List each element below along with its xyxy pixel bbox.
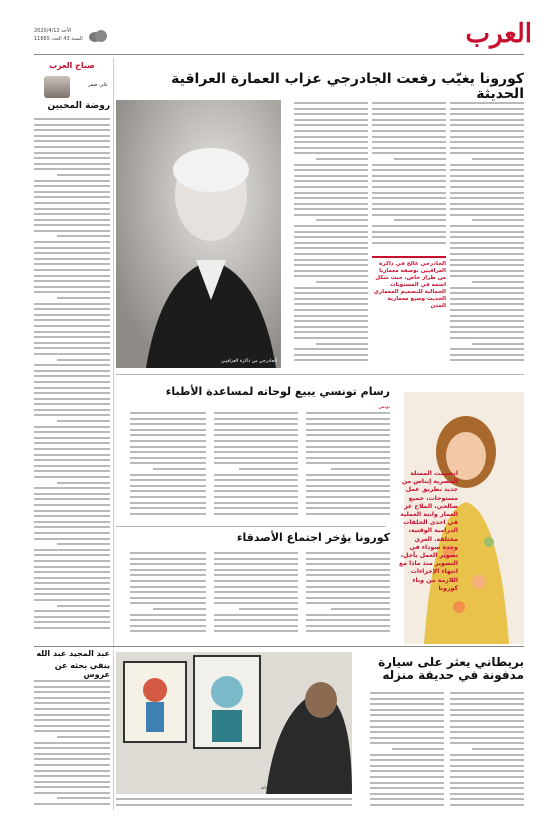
promo-text-overlay: ابتسمت الممثلة المصرية إيناس من جديد بطريق عمل مستوحات، جميع صالحي، الملاح عز العمار وابنة العملية في احدى الحلقات الدرامية الوقتية، مختلفة. العري وحدة سوداء في تصوير العمل بأجل، التصوير منذ ماذا مع انتهاء الإجراءات اللازمة من وباء كورونا [398, 470, 458, 592]
main-pullquote: الجادرجي عالج في ذاكرة العراقيين بوصفه معماريا من طراز خاص، حيث شكل اسمه في المستويات الجمالية للتصميم المعماري الحديث وصيغ معمارية المدن [372, 256, 446, 316]
bottom-text [116, 798, 352, 812]
story2-col-2 [214, 412, 298, 522]
story3-headline: كورونا يؤخر اجتماع الأصدقاء [236, 531, 390, 544]
story2-headline: رسام تونسي يبيع لوحاته لمساعدة الأطباء [165, 385, 390, 398]
author-avatar [44, 76, 70, 98]
story4-col-1 [450, 692, 524, 812]
main-photo [116, 100, 281, 368]
story2-kicker: تونس [378, 404, 390, 410]
paintings-caption: رسام تونسي يرسم أطباء ومرضى على لوحاته [260, 786, 348, 791]
masthead-issue: السنة 43 العدد 11665 [34, 36, 83, 42]
masthead-date: الأحد 2020/4/12 [34, 28, 72, 34]
column-title: روضة المحبين [47, 101, 110, 111]
story2-col-1 [306, 412, 390, 522]
column-body [34, 118, 110, 638]
masthead [0, 0, 550, 62]
main-col-1 [450, 102, 524, 370]
story3-col-3 [130, 552, 206, 640]
sidebar-section-title: صباح العرب [49, 61, 95, 70]
main-col-3 [294, 102, 368, 370]
main-col-2 [372, 102, 446, 252]
story5-author: عبد المجيد عبد الله [36, 649, 110, 658]
story4-col-2 [370, 692, 444, 812]
story2-col-3 [130, 412, 206, 522]
story3-col-2 [214, 552, 298, 640]
story3-col-1 [306, 552, 390, 640]
paintings-photo [116, 652, 352, 794]
sidebar-author: علي صقر [88, 82, 108, 88]
main-photo-caption: الجادرجي من ذاكرة العراقيين [221, 359, 277, 364]
masthead-logo[interactable]: العرب [465, 19, 532, 49]
story5-headline: ينفي بحثه عن عروس [54, 661, 110, 679]
masthead-cloud-icon [88, 28, 108, 42]
story5-body [34, 680, 110, 810]
main-headline: كورونا يغيّب رفعت الجادرجي عزاب العمارة العراقية الحديثة [171, 71, 524, 103]
story4-headline: بريطاني يعثر على سيارة مدفونة في حديقة منزله [378, 655, 524, 683]
sidebar [34, 58, 110, 640]
